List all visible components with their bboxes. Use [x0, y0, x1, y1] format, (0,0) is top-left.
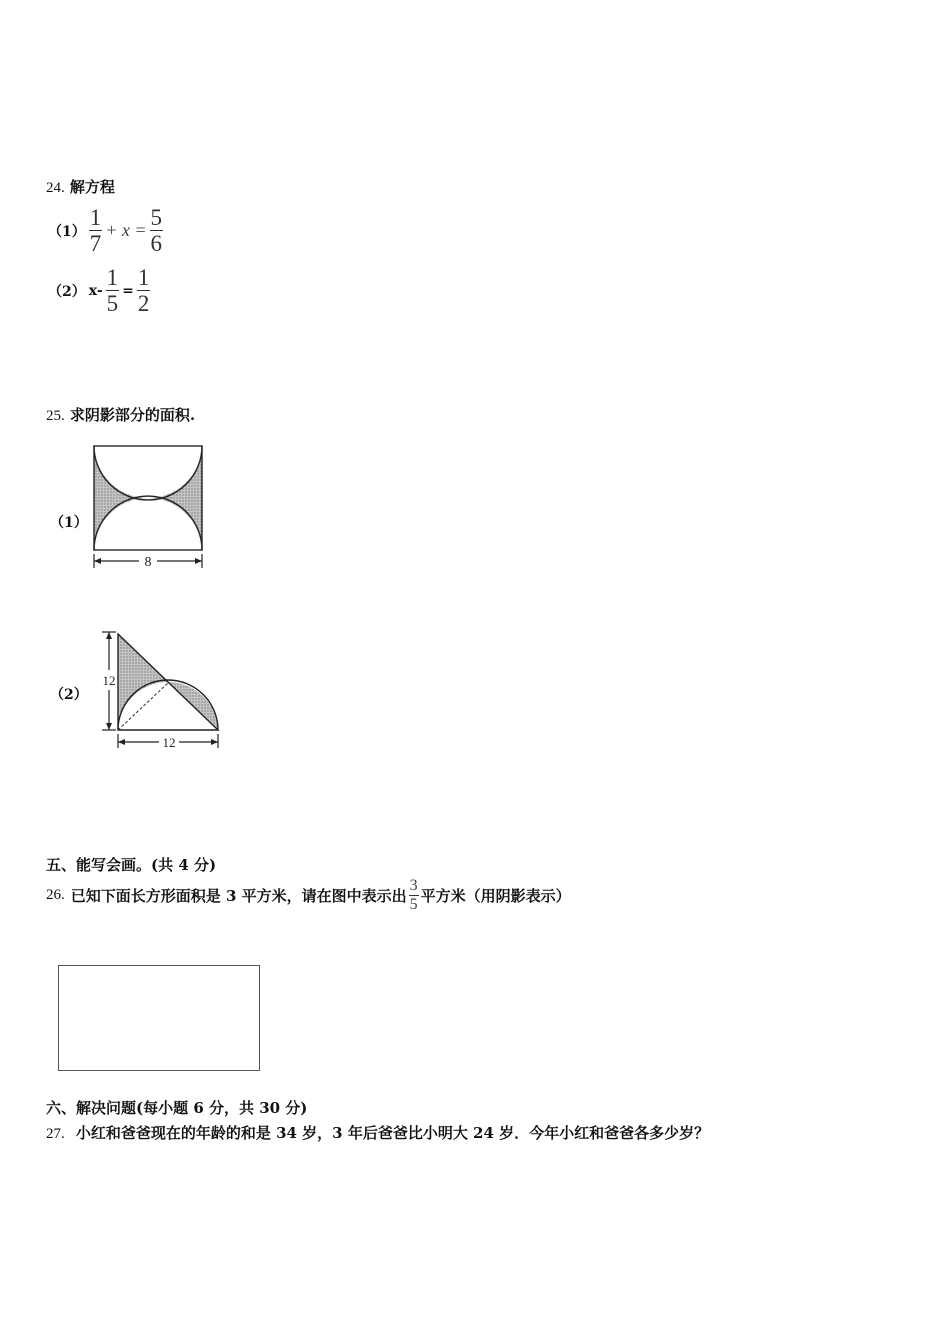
q26-line: [46, 878, 571, 913]
fig1-shaded-left: [94, 446, 148, 550]
q24-part2-prefix: x-: [88, 282, 103, 299]
fraction-denominator: 5: [106, 291, 119, 316]
fig1-shaded-right: [148, 446, 202, 550]
q24-part2: [48, 266, 150, 315]
q27-text: 小红和爸爸现在的年龄的和是 34 岁，3 年后爸爸比小明大 24 岁．今年小红和爸爸各多少岁？: [75, 1124, 710, 1142]
fraction-denominator: 6: [150, 231, 163, 256]
q25-fig2-label: （2）: [50, 687, 88, 703]
q24-part1-lhs-fraction: [89, 206, 103, 255]
q26-text-before: 已知下面长方形面积是 3 平方米，请在图中表示出: [70, 887, 407, 905]
q25-figure2: [96, 626, 226, 754]
q25-number: 25.: [46, 408, 65, 424]
q26-text-after: 平方米（用阴影表示）: [420, 887, 571, 905]
fraction-numerator: 3: [409, 877, 418, 894]
q24-part2-rhs-fraction: [137, 266, 151, 315]
fig2-vdim-arrow-bottom: [106, 723, 112, 730]
fraction-numerator: 1: [137, 265, 150, 290]
fraction-numerator: 1: [89, 205, 102, 230]
q25-heading: [46, 404, 195, 425]
q26-number: 26.: [46, 887, 65, 903]
fig2-vdim-arrow-top: [106, 632, 112, 639]
q24-part2-equals: =: [122, 282, 134, 299]
q24-part1-operator: + x =: [105, 220, 147, 240]
fig1-arrow-left: [94, 558, 101, 564]
q26-rectangle[interactable]: [58, 965, 260, 1071]
q25-title: 求阴影部分的面积.: [69, 406, 196, 424]
q27-line: [46, 1122, 709, 1143]
fig1-arrow-right: [195, 558, 202, 564]
fraction-denominator: 7: [89, 231, 102, 256]
q24-number: 24.: [46, 180, 65, 196]
fig2-hdim-arrow-left: [118, 739, 125, 745]
fig2-width-label: 12: [162, 735, 176, 750]
q24-part1-label: （1）: [48, 223, 86, 240]
fig2-height-label: 12: [102, 673, 116, 688]
q27-number: 27.: [46, 1126, 65, 1142]
q26-fraction: [409, 878, 419, 913]
q25-fig1-label: （1）: [50, 515, 88, 531]
q24-part2-label: （2）: [48, 283, 86, 300]
q24-part1-rhs-fraction: [150, 206, 164, 255]
q24-part1: [48, 206, 163, 255]
q24-title: 解方程: [69, 178, 115, 196]
q24-heading: [46, 176, 115, 197]
fraction-denominator: 2: [137, 291, 150, 316]
fig2-shaded-left: [118, 634, 169, 730]
q25-figure1: [86, 440, 211, 572]
fig2-hdim-arrow-right: [211, 739, 218, 745]
fraction-numerator: 5: [150, 205, 163, 230]
section6-heading: 六、解决问题(每小题 6 分，共 30 分): [46, 1099, 308, 1117]
section5-heading: 五、能写会画。(共 4 分): [46, 856, 217, 874]
fig1-width-label: 8: [144, 555, 152, 570]
fraction-numerator: 1: [106, 265, 119, 290]
q24-part2-lhs-fraction: [106, 266, 120, 315]
fraction-denominator: 5: [409, 896, 418, 913]
